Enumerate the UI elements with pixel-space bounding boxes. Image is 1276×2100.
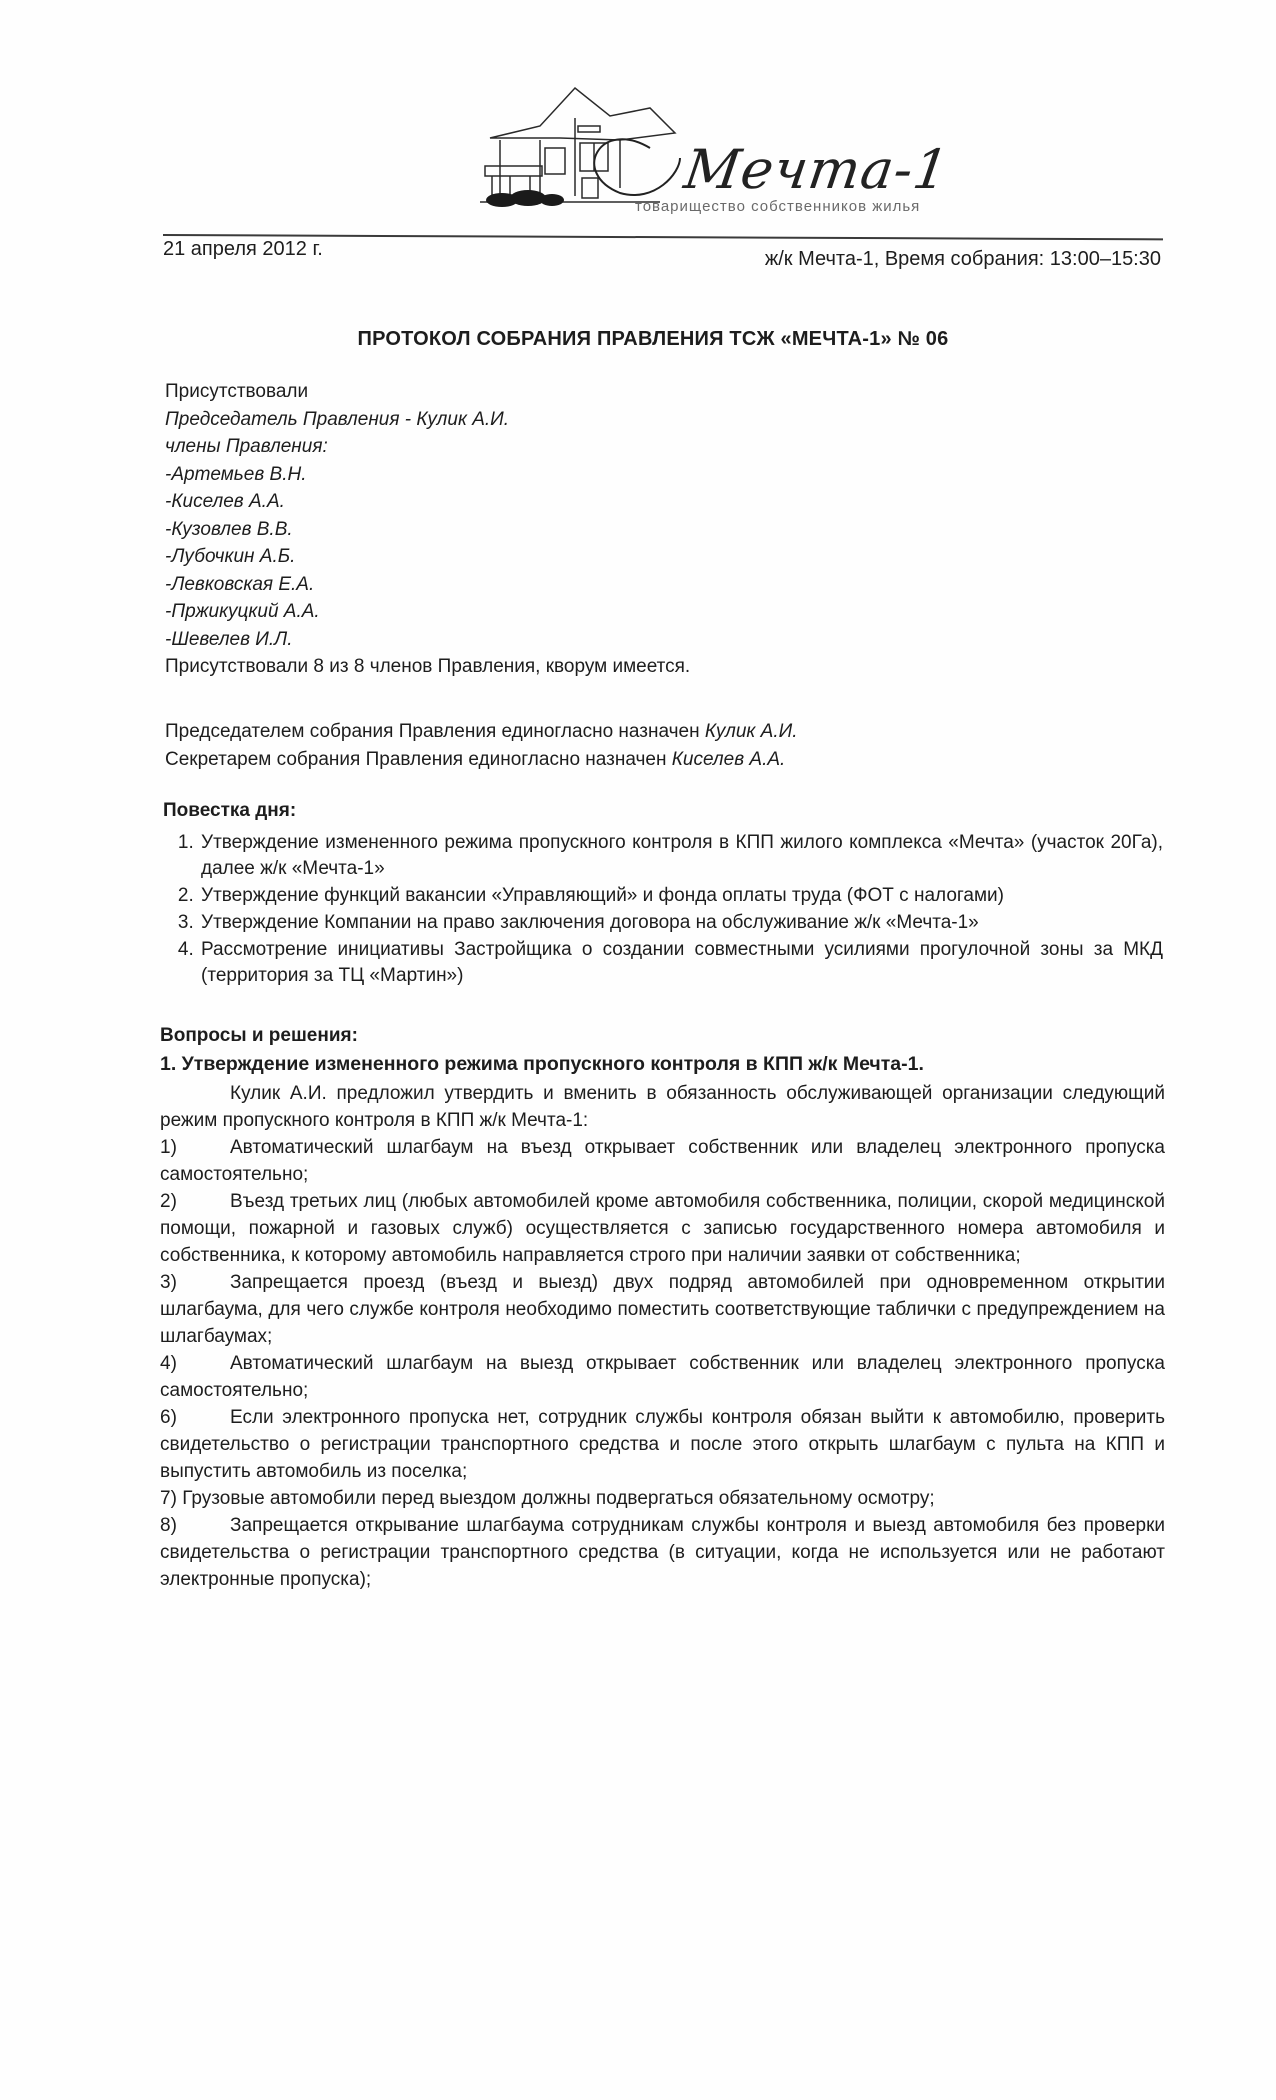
logo-script-name: Мечта-1 [680, 138, 954, 201]
member-item: -Пржикуцкий А.А. [165, 601, 320, 622]
rule-number: 3) [160, 1272, 177, 1293]
meeting-place-time: ж/к Мечта-1, Время собрания: 13:00–15:30 [764, 248, 1161, 270]
rule-text: Грузовые автомобили перед выездом должны подвергаться обязательному осмотру; [182, 1488, 935, 1509]
member-item: -Кузовлев В.В. [165, 518, 293, 540]
rule-item [160, 1134, 1165, 1188]
rule-number: 2) [160, 1191, 177, 1212]
rule-text: Запрещается открывание шлагбаума сотрудникам службы контроля и выезд автомобиля без проверки свидетельства о регистрации транспортного средства (в ситуации, когда не используется или не работают электронные пропуска); [160, 1515, 1165, 1590]
member-item: -Левковская Е.А. [165, 573, 315, 595]
agenda-item: 2. Утверждение функций вакансии «Управляющий» и фонда оплаты труда (ФОТ с налогами) [199, 883, 1163, 909]
attendance-section [165, 378, 1165, 681]
logo-tagline: товарищество собственников жилья [635, 198, 921, 215]
rule-item [160, 1512, 1165, 1593]
rule-number: 8) [160, 1515, 177, 1536]
rule-text: Запрещается проезд (въезд и выезд) двух подряд автомобилей при одновременном открытии шлагбаума, для чего службе контроля необходимо поместить соответствующие таблички с предупреждением на шлагбаумах; [160, 1272, 1165, 1347]
logo [480, 78, 954, 228]
secretary-name: Киселев А.А. [671, 748, 786, 770]
chair-name: Кулик А.И. [704, 721, 798, 742]
member-item: -Киселев А.А. [165, 491, 285, 512]
meeting-date: 21 апреля 2012 г. [163, 238, 323, 260]
agenda-item: 3. Утверждение Компании на право заключения договора на обслуживание ж/к «Мечта-1» [199, 910, 1163, 936]
rule-text: Въезд третьих лиц (любых автомобилей кроме автомобиля собственника, полиции, скорой медицинской помощи, пожарной и газовых служб) осуществляется с записью государственного номера автомобиля и собственника, к которому автомобиль направляется строго при наличии заявки от собственника; [160, 1191, 1165, 1266]
rule-item [160, 1404, 1165, 1485]
appointments-section [165, 718, 1165, 773]
rule-item [160, 1350, 1165, 1404]
rule-text: Автоматический шлагбаум на въезд открывает собственник или владелец электронного пропуска самостоятельно; [160, 1137, 1165, 1185]
member-item: -Шевелев И.Л. [165, 628, 293, 650]
rule-number: 6) [160, 1407, 177, 1428]
decisions-section [160, 1022, 1165, 1593]
question-1-intro: Кулик А.И. предложил утвердить и вменить в обязанность обслуживающей организации следующий режим пропускного контроля в КПП ж/к Мечта-1: [160, 1083, 1165, 1131]
document-title: ПРОТОКОЛ СОБРАНИЯ ПРАВЛЕНИЯ ТСЖ «МЕЧТА-1» № 06 [357, 328, 949, 350]
rule-item [160, 1269, 1165, 1350]
secretary-appointment [165, 746, 1165, 774]
rule-item [160, 1188, 1165, 1269]
member-item: -Артемьев В.Н. [165, 463, 307, 485]
decisions-heading: Вопросы и решения: [160, 1025, 358, 1046]
rule-text: Автоматический шлагбаум на выезд открывает собственник или владелец электронного пропуска самостоятельно; [160, 1353, 1165, 1401]
chair-appointment [165, 718, 1165, 746]
agenda-list [163, 830, 1163, 989]
agenda-item: 4. Рассмотрение инициативы Застройщика о создании совместными усилиями прогулочной зоны за МКД (территория за ТЦ «Мартин») [199, 937, 1163, 989]
rule-number: 4) [160, 1353, 177, 1374]
attendance-heading: Присутствовали [165, 381, 309, 402]
rule-item [160, 1485, 1165, 1512]
secretary-appointment-text: Секретарем собрания Правления единогласно назначен [165, 748, 672, 770]
agenda-section [163, 798, 1163, 990]
rule-number: 1) [160, 1137, 177, 1158]
rule-number: 7) [160, 1488, 177, 1509]
rule-text: Если электронного пропуска нет, сотрудник службы контроля обязан выйти к автомобилю, проверить свидетельство о регистрации транспортного средства и после этого открыть шлагбаум с пульта на КПП и выпустить автомобиль из поселка; [160, 1407, 1165, 1482]
agenda-heading: Повестка дня: [163, 800, 297, 821]
house-drawing-icon [480, 78, 690, 208]
members-label: члены Правления: [165, 436, 328, 457]
quorum-line: Присутствовали 8 из 8 членов Правления, кворум имеется. [165, 656, 691, 677]
member-item: -Лубочкин А.Б. [165, 546, 296, 567]
chair-appointment-text: Председателем собрания Правления единогласно назначен [165, 721, 705, 742]
chairman-line: Председатель Правления - Кулик А.И. [165, 408, 510, 430]
agenda-item: 1. Утверждение измененного режима пропускного контроля в КПП жилого комплекса «Мечта» (участок 20Га), далее ж/к «Мечта-1» [199, 830, 1163, 882]
question-1-title: 1. Утверждение измененного режима пропускного контроля в КПП ж/к Мечта-1. [160, 1053, 924, 1075]
